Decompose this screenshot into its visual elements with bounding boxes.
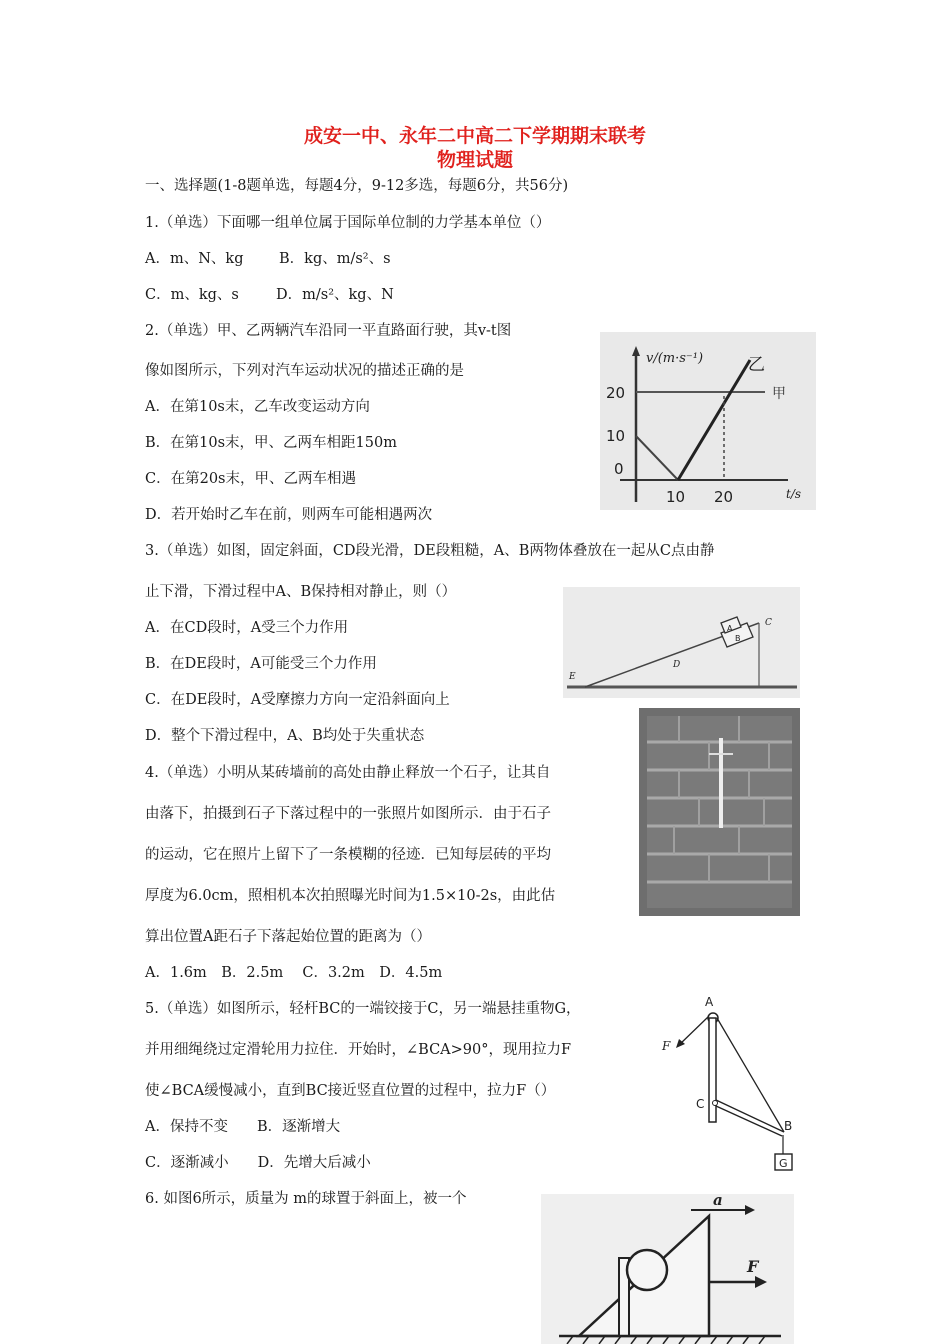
y-axis-arrow (632, 346, 640, 356)
q5-options-cd: C．逐渐减小 D．先增大后减小 (145, 1155, 371, 1171)
q6-ball-incline-figure (541, 1194, 794, 1344)
ball (627, 1250, 667, 1290)
hinge-c (713, 1101, 718, 1106)
q3-option-a: A．在CD段时，A受三个力作用 (145, 620, 349, 636)
rope-to-b (717, 1018, 784, 1132)
q2-stem-line2: 像如图所示，下列对汽车运动状况的描述正确的是 (145, 363, 464, 379)
q1-option-a: A．m、N、kg (145, 251, 244, 267)
force-arrow-head (755, 1276, 767, 1288)
rod-bc-top (716, 1100, 784, 1132)
q3-stem-line2: 止下滑，下滑过程中A、B保持相对静止，则（） (145, 584, 457, 600)
yi-accel-line (678, 360, 750, 480)
yi-label: 乙 (748, 355, 765, 375)
q4-options: A．1.6m B．2.5m C．3.2m D．4.5m (145, 965, 443, 981)
label-a-accel: a (713, 1194, 723, 1209)
q4-stem-line1: 4.（单选）小明从某砖墙前的高处由静止释放一个石子，让其自 (145, 765, 551, 781)
label-a: A (705, 995, 714, 1009)
y-tick-20: 20 (606, 384, 626, 402)
x-tick-20: 20 (714, 488, 734, 506)
label-e: E (569, 672, 576, 682)
accel-arrow-head (745, 1205, 755, 1215)
q4-stem-line4: 厚度为6.0cm，照相机本次拍照曝光时间为1.5×10-2s，由此估 (145, 888, 556, 904)
q1-option-b: B．kg、m/s²、s (279, 251, 391, 267)
y-tick-0: 0 (614, 460, 624, 478)
label-b: B (784, 1119, 793, 1133)
exam-title: 成安一中、永年二中高二下学期期末联考 (303, 125, 646, 147)
q2-option-d: D．若开始时乙车在前，则两车可能相遇两次 (145, 507, 433, 523)
q3-stem-line1: 3.（单选）如图，固定斜面，CD段光滑，DE段粗糙，A、B两物体叠放在一起从C点由静 (145, 543, 715, 559)
label-a: A (727, 624, 733, 633)
q2-option-a: A．在第10s末，乙车改变运动方向 (145, 399, 370, 415)
q2-stem-line1: 2.（单选）甲、乙两辆汽车沿同一平直路面行驶，其v-t图 (145, 323, 512, 339)
label-d: D (673, 660, 681, 670)
y-axis-label: v/(m·s⁻¹) (646, 351, 704, 366)
q4-stem-line5: 算出位置A距石子下落起始位置的距离为（） (145, 929, 431, 945)
label-c: C (765, 618, 772, 628)
wall-post (709, 1018, 716, 1122)
q2-option-b: B．在第10s末，甲、乙两车相距150m (145, 435, 397, 451)
x-tick-10: 10 (666, 488, 686, 506)
y-tick-10: 10 (606, 427, 626, 445)
q5-stem-line1: 5.（单选）如图所示，轻杆BC的一端铰接于C，另一端悬挂重物G， (145, 1001, 581, 1017)
q5-pulley-figure (656, 994, 806, 1176)
q1-option-c: C．m、kg、s (145, 287, 239, 303)
q5-options-ab: A．保持不变 B．逐渐增大 (145, 1119, 341, 1135)
q4-brick-wall-photo (639, 708, 800, 916)
q3-option-b: B．在DE段时，A可能受三个力作用 (145, 656, 377, 672)
q6-stem: 6. 如图6所示，质量为 m的球置于斜面上，被一个 (145, 1191, 467, 1207)
q1-stem: 1.（单选）下面哪一组单位属于国际单位制的力学基本单位（） (145, 215, 551, 231)
label-c: C (696, 1097, 705, 1111)
label-b: B (735, 634, 741, 643)
x-axis-label: t/s (786, 487, 802, 501)
rope-to-f (678, 1016, 709, 1046)
q4-stem-line2: 由落下，拍摄到石子下落过程中的一张照片如图所示．由于石子 (145, 806, 551, 822)
label-f: F (662, 1039, 671, 1053)
q3-incline-figure (563, 587, 800, 698)
q5-stem-line2: 并用细绳绕过定滑轮用力拉住．开始时，∠BCA>90°，现用拉力F (145, 1042, 572, 1058)
q5-stem-line3: 使∠BCA缓慢减小，直到BC接近竖直位置的过程中，拉力F（） (145, 1083, 556, 1099)
q2-option-c: C．在第20s末，甲、乙两车相遇 (145, 471, 356, 487)
q3-option-c: C．在DE段时，A受摩擦力方向一定沿斜面向上 (145, 692, 450, 708)
q4-stem-line3: 的运动，它在照片上留下了一条模糊的径迹．已知每层砖的平均 (145, 847, 551, 863)
section-heading: 一、选择题(1-8题单选，每题4分，9-12多选，每题6分，共56分) (145, 178, 569, 194)
q3-option-d: D．整个下滑过程中，A、B均处于失重状态 (145, 728, 425, 744)
yi-decel-line (636, 436, 678, 480)
label-f-force: F (747, 1257, 759, 1276)
jia-label: 甲 (772, 386, 786, 402)
q2-vt-graph-figure (600, 332, 816, 510)
exam-subtitle: 物理试题 (436, 149, 513, 171)
label-g: G (779, 1157, 788, 1170)
q1-option-d: D．m/s²、kg、N (276, 287, 394, 303)
